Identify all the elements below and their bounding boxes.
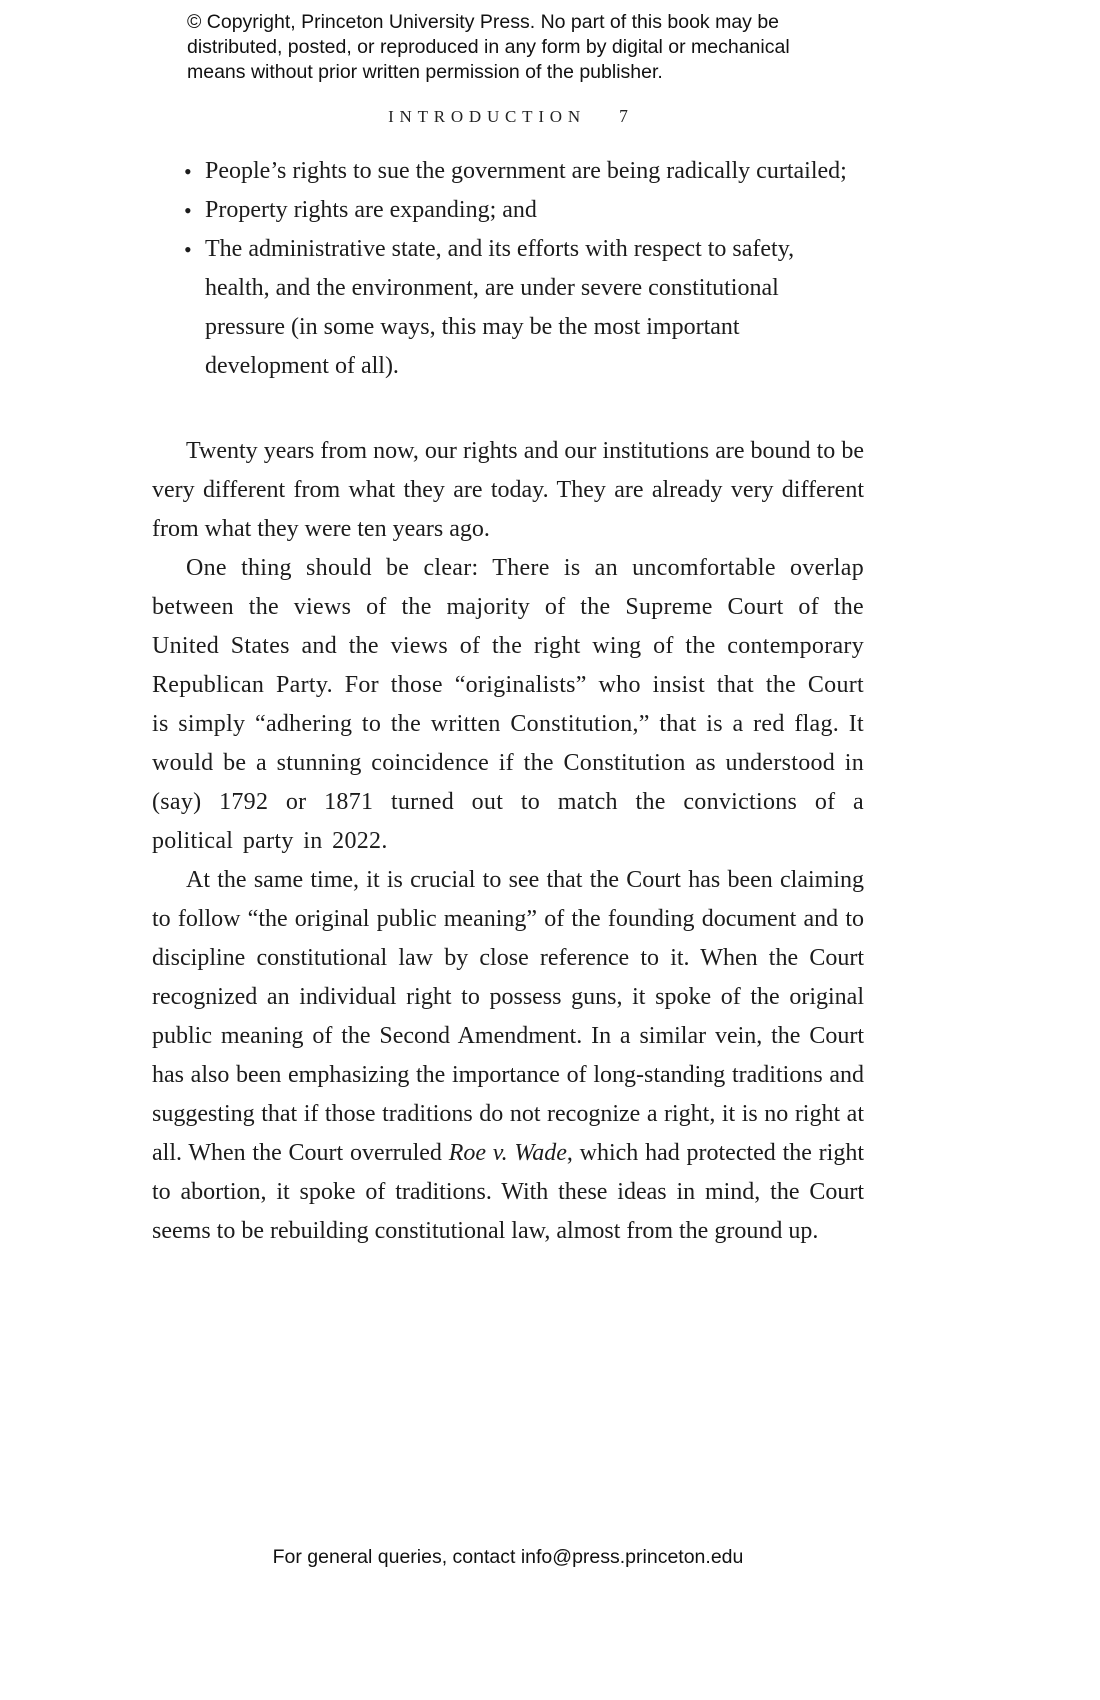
bullet-list xyxy=(152,152,864,386)
list-item xyxy=(152,152,864,191)
body-paragraph: Twenty years from now, our rights and our institutions are bound to be very different from what they are today. They are already very different from what they were ten years ago. xyxy=(152,438,864,542)
list-item-text: Property rights are expanding; and xyxy=(205,197,537,223)
list-item-text: The administrative state, and its efforts with respect to safety, health, and the environment, are under severe constitutional pressure (in some ways, this may be the most important development of all). xyxy=(205,236,795,379)
list-item-text: People’s rights to sue the government are being radically curtailed; xyxy=(205,158,847,184)
list-item xyxy=(152,230,864,386)
bullet-icon: • xyxy=(184,159,192,184)
body-text-column xyxy=(152,152,864,1251)
page-number: 7 xyxy=(619,106,628,126)
copyright-notice: © Copyright, Princeton University Press. No part of this book may be distributed, posted, or reproduced in any form by digital or mechanical means without prior written permission of the publisher. xyxy=(187,11,790,83)
paragraph-group xyxy=(152,432,864,1251)
bullet-icon: • xyxy=(184,198,192,223)
queries-footer: For general queries, contact info@press.princeton.edu xyxy=(272,1546,744,1568)
body-paragraph: At the same time, it is crucial to see that the Court has been claiming to follow “the original public meaning” of the founding document and to discipline constitutional law by close reference to it. When the Court recognized an individual right to possess guns, it spoke of the original public meaning of the Second Amendment. In a similar vein, the Court has also been emphasizing the importance of long-standing traditions and suggesting that if those traditions do not recognize a right, it is no right at all. When the Court overruled Roe v. Wade, which had protected the right to abortion, it spoke of traditions. With these ideas in mind, the Court seems to be rebuilding constitutional law, almost from the ground up. xyxy=(152,867,864,1244)
bullet-icon: • xyxy=(184,237,192,262)
running-head xyxy=(152,106,864,127)
list-item xyxy=(152,191,864,230)
body-paragraph: One thing should be clear: There is an uncomfortable overlap between the views of the majority of the Supreme Court of the United States and the views of the right wing of the contemporary Republican Party. For those “originalists” who insist that the Court is simply “adhering to the written Constitution,” that is a red flag. It would be a stunning coincidence if the Constitution as understood in (say) 1792 or 1871 turned out to match the convictions of a political party in 2022. xyxy=(152,555,864,854)
running-head-title: INTRODUCTION xyxy=(388,107,586,126)
